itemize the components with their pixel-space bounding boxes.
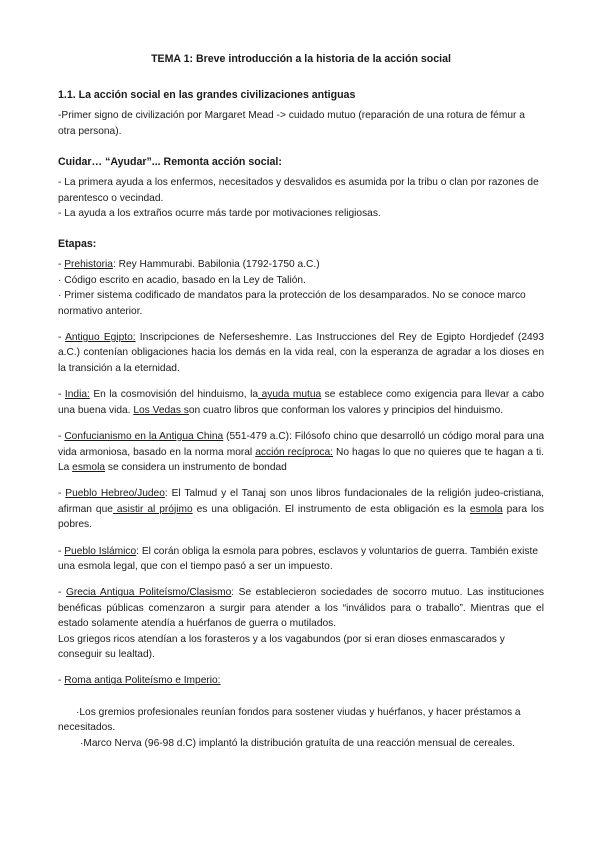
document-title: TEMA 1: Breve introducción a la historia de la acción social [151,53,451,65]
section-heading-cuidar: Cuidar… “Ayudar”... Remonta acción social: [58,156,282,169]
paragraph-margaret-mead: -Primer signo de civilización por Margaret Mead -> cuidado mutuo (reparación de una rotura de fémur a otra persona). [58,110,525,137]
paragraph-ayuda-extranos: - La ayuda a los extraños ocurre más tarde por motivaciones religiosas. [58,208,381,220]
paragraph-egipto: - Antiguo Egipto: Inscripciones de Neferseshemre. Las Instrucciones del Rey de Egipto Hordjedef (2493 a.C.) contenían obligaciones hacia los demás en la vida real, con la esperanza de agradar a los dioses en la transición a la eternidad. [58,332,544,374]
paragraph-prehistoria: - Prehistoria: Rey Hammurabi. Babilonia (1792-1750 a.C.) [58,259,320,271]
paragraph-islamico: - Pueblo Islámico: El corán obliga la esmola para pobres, esclavos y voluntarios de guerra. También existe una esmola legal, que con el tiempo pasó a ser un impuesto. [58,545,539,572]
label-islamico: Pueblo Islámico [64,545,137,557]
label-egipto: Antiguo Egipto: [65,332,136,344]
label-roma: Roma antiga Politeísmo e Imperio: [64,675,221,687]
section-heading-civilizaciones: 1.1. La acción social en las grandes civilizaciones antiguas [58,89,356,102]
prehistoria-sub-1: · Código escrito en acadio, basado en la Ley de Talión. [58,274,306,286]
label-china: Confucianismo en la Antigua China [64,431,224,443]
section-heading-etapas: Etapas: [58,238,97,251]
paragraph-grecia-extra: Los griegos ricos atendían a los forasteros y a los vagabundos (por si eran dioses enmascarados y conseguir su lealtad). [58,633,505,660]
label-india: India: [64,389,90,401]
prehistoria-sub-2: · Primer sistema codificado de mandatos para la protección de los desamparados. No se conoce marco normativo anterior. [58,290,526,317]
paragraph-roma: - Roma antiga Politeísmo e Imperio: [58,675,221,687]
paragraph-grecia: - Grecia Antigua Politeísmo/Clasismo: Se establecieron sociedades de socorro mutuo. Las instituciones benéficas públicas comenzaron a surgir para atender a los “inválidos para o traballo”. Mientras que el estado solamente atendía a huérfanos de guerra o mutilados. [58,587,544,630]
label-hebreo: Pueblo Hebreo/Judeo [65,488,165,500]
document-page [58,52,544,751]
paragraph-china: - Confucianismo en la Antigua China (551-479 a.C): Filósofo chino que desarrolló un código moral para una vida armoniosa, basado en la norma moral acción recíproca: No hagas lo que no quieres que te hagan a ti. La esmola se considera un instrumento de bondad [58,431,545,473]
paragraph-hebreo: - Pueblo Hebreo/Judeo: El Talmud y el Tanaj son unos libros fundacionales de la religión judeo-cristiana, afirman que asistir al prójimo es una obligación. El instrumento de esta obligación es la esmola para los pobres. [58,488,544,531]
paragraph-primera-ayuda: - La primera ayuda a los enfermos, necesitados y desvalidos es asumida por la tribu o clan por razones de parentesco o vecindad. [58,177,539,204]
label-prehistoria: Prehistoria [64,259,113,271]
label-grecia: Grecia Antigua Politeísmo/Clasismo [65,587,232,599]
roma-sub-2: ·Marco Nerva (96-98 d.C) implantó la distribución gratuíta de una reacción mensual de cereales. [80,737,515,749]
roma-sub-1: ·Los gremios profesionales reunían fondos para sostener viudas y huérfanos, y hacer préstamos a necesitados. [58,706,521,734]
paragraph-india: - India: En la cosmovisión del hinduismo, la ayuda mutua se establece como exigencia para llevar a cabo una buena vida. Los Vedas son cuatro libros que conforman los valores y principios del hinduismo. [58,389,544,416]
